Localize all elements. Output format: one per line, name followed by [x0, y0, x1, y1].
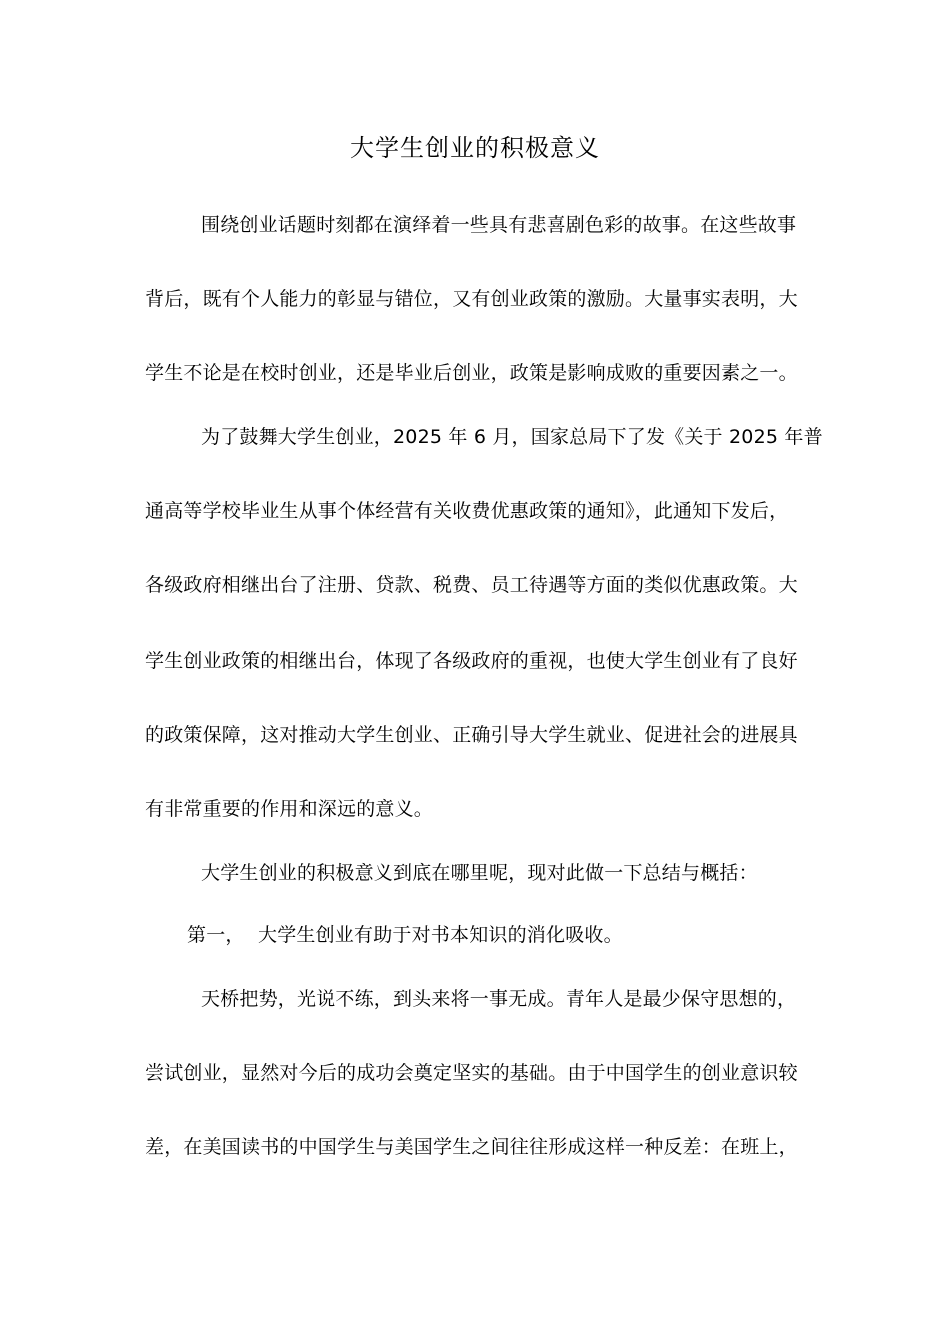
paragraph-line: 学生不论是在校时创业，还是毕业后创业，政策是影响成败的重要因素之一。	[145, 362, 798, 384]
paragraph-line: 各级政府相继出台了注册、贷款、税费、员工待遇等方面的类似优惠政策。大	[145, 574, 798, 596]
paragraph-line: 大学生创业的积极意义到底在哪里呢，现对此做一下总结与概括：	[201, 862, 758, 884]
list-item-label: 第一，	[187, 924, 245, 946]
paragraph-line: 天桥把势，光说不练，到头来将一事无成。青年人是最少保守思想的，	[201, 988, 797, 1010]
paragraph-line: 的政策保障，这对推动大学生创业、正确引导大学生就业、促进社会的进展具	[145, 724, 798, 746]
paragraph-line: 通高等学校毕业生从事个体经营有关收费优惠政策的通知》，此通知下发后，	[145, 500, 789, 522]
document-title: 大学生创业的积极意义	[350, 134, 600, 162]
paragraph-line: 为了鼓舞大学生创业，2025 年 6 月，国家总局下了发《关于 2025 年普	[201, 426, 823, 448]
paragraph-line: 背后，既有个人能力的彰显与错位，又有创业政策的激励。大量事实表明，大	[145, 288, 798, 310]
paragraph-line: 围绕创业话题时刻都在演绎着一些具有悲喜剧色彩的故事。在这些故事	[201, 214, 797, 236]
list-item-text: 大学生创业有助于对书本知识的消化吸收。	[258, 924, 623, 946]
paragraph-line: 学生创业政策的相继出台，体现了各级政府的重视，也使大学生创业有了良好	[145, 650, 798, 672]
paragraph-line: 尝试创业，显然对今后的成功会奠定坚实的基础。由于中国学生的创业意识较	[145, 1062, 798, 1084]
paragraph-line: 有非常重要的作用和深远的意义。	[145, 798, 434, 820]
paragraph-line: 差，在美国读书的中国学生与美国学生之间往往形成这样一种反差：在班上，	[145, 1136, 798, 1158]
